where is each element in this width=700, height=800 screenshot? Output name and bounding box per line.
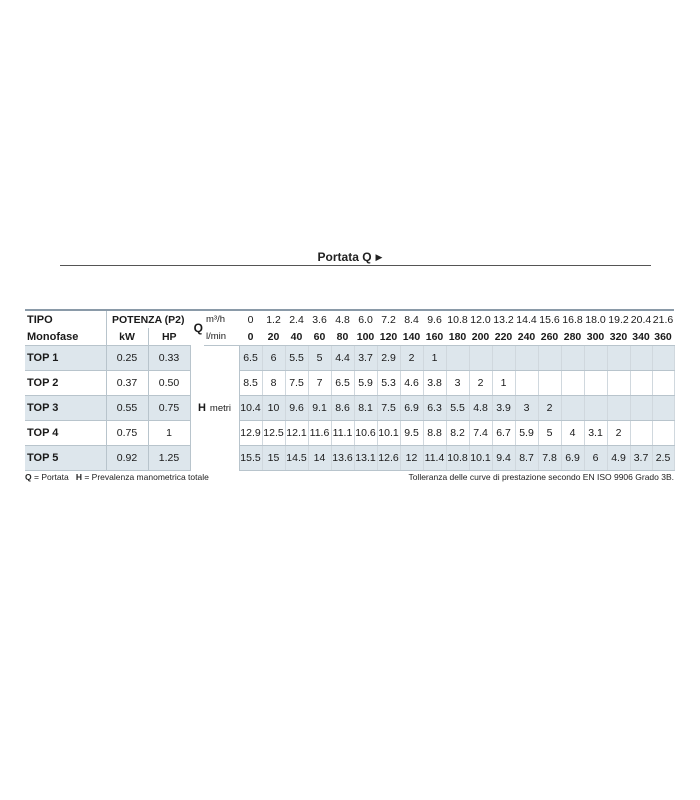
- q-m3h-value: 7.2: [377, 310, 400, 328]
- header-unit-lmin: l/min: [204, 328, 239, 346]
- row-hp: 0.33: [148, 346, 190, 371]
- head-value-cell: 7.5: [377, 396, 400, 421]
- table-row: [25, 446, 674, 471]
- table-row: [25, 421, 674, 446]
- footnote-tolerance: Tolleranza delle curve di prestazione secondo EN ISO 9906 Grado 3B.: [408, 472, 674, 482]
- head-value-cell: [607, 371, 630, 396]
- q-m3h-value: 18.0: [584, 310, 607, 328]
- q-m3h-value: 8.4: [400, 310, 423, 328]
- head-value-cell: 5.5: [446, 396, 469, 421]
- q-lmin-value: 320: [607, 328, 630, 346]
- h-metri-label: [190, 346, 239, 471]
- head-value-cell: 10.1: [377, 421, 400, 446]
- head-value-cell: 3.7: [630, 446, 652, 471]
- head-value-cell: 5.9: [515, 421, 538, 446]
- q-lmin-value: 200: [469, 328, 492, 346]
- q-m3h-value: 4.8: [331, 310, 354, 328]
- q-m3h-value: 12.0: [469, 310, 492, 328]
- head-value-cell: 5.5: [285, 346, 308, 371]
- portata-heading: [0, 250, 700, 264]
- q-lmin-value: 0: [239, 328, 262, 346]
- header-tipo: TIPO: [25, 310, 106, 328]
- header-row-m3h: [25, 310, 674, 328]
- header-q-letter: Q: [190, 310, 204, 346]
- head-value-cell: 10.8: [446, 446, 469, 471]
- head-value-cell: 11.4: [423, 446, 446, 471]
- q-lmin-value: 220: [492, 328, 515, 346]
- q-m3h-value: 3.6: [308, 310, 331, 328]
- head-value-cell: [607, 396, 630, 421]
- row-kw: 0.37: [106, 371, 148, 396]
- head-value-cell: 4: [561, 421, 584, 446]
- head-value-cell: 14.5: [285, 446, 308, 471]
- head-value-cell: 8.1: [354, 396, 377, 421]
- head-value-cell: [584, 396, 607, 421]
- head-value-cell: 10.1: [469, 446, 492, 471]
- head-value-cell: 12.6: [377, 446, 400, 471]
- head-value-cell: [515, 371, 538, 396]
- q-m3h-value: 0: [239, 310, 262, 328]
- head-value-cell: 3: [446, 371, 469, 396]
- q-m3h-value: 1.2: [262, 310, 285, 328]
- head-value-cell: [584, 346, 607, 371]
- q-lmin-value: 240: [515, 328, 538, 346]
- head-value-cell: [630, 346, 652, 371]
- q-m3h-value: 20.4: [630, 310, 652, 328]
- table-row: [25, 346, 674, 371]
- row-hp: 0.75: [148, 396, 190, 421]
- q-lmin-value: 120: [377, 328, 400, 346]
- head-value-cell: [630, 421, 652, 446]
- head-value-cell: 1: [423, 346, 446, 371]
- head-value-cell: 4.9: [607, 446, 630, 471]
- head-value-cell: [584, 371, 607, 396]
- head-value-cell: [607, 346, 630, 371]
- head-value-cell: [492, 346, 515, 371]
- header-kw: kW: [106, 328, 148, 346]
- table-row: [25, 396, 674, 421]
- head-value-cell: 15: [262, 446, 285, 471]
- portata-label: Portata Q: [317, 250, 372, 264]
- head-value-cell: 5.3: [377, 371, 400, 396]
- head-value-cell: 2: [607, 421, 630, 446]
- head-value-cell: 9.5: [400, 421, 423, 446]
- head-value-cell: 12.5: [262, 421, 285, 446]
- head-value-cell: 3.8: [423, 371, 446, 396]
- footnote-q-letter: Q: [25, 472, 32, 482]
- head-value-cell: [446, 346, 469, 371]
- q-lmin-value: 260: [538, 328, 561, 346]
- head-value-cell: 2: [469, 371, 492, 396]
- q-lmin-value: 140: [400, 328, 423, 346]
- head-value-cell: [561, 371, 584, 396]
- head-value-cell: 2.5: [652, 446, 674, 471]
- header-monofase: Monofase: [25, 328, 106, 346]
- row-tipo: TOP 1: [25, 346, 106, 371]
- head-value-cell: [561, 396, 584, 421]
- head-value-cell: 13.1: [354, 446, 377, 471]
- head-value-cell: [652, 371, 674, 396]
- head-value-cell: 12.9: [239, 421, 262, 446]
- head-value-cell: 6.5: [239, 346, 262, 371]
- row-tipo: TOP 3: [25, 396, 106, 421]
- q-m3h-value: 21.6: [652, 310, 674, 328]
- row-hp: 1: [148, 421, 190, 446]
- header-potenza: POTENZA (P2): [106, 310, 190, 328]
- performance-table-wrap: [25, 309, 674, 471]
- head-value-cell: 8.2: [446, 421, 469, 446]
- head-value-cell: 4.4: [331, 346, 354, 371]
- arrow-right-icon: ▶: [375, 252, 383, 262]
- header-unit-m3h: m³/h: [204, 310, 239, 328]
- head-value-cell: 4.8: [469, 396, 492, 421]
- q-lmin-value: 60: [308, 328, 331, 346]
- head-value-cell: 8.8: [423, 421, 446, 446]
- q-lmin-value: 40: [285, 328, 308, 346]
- head-value-cell: [630, 371, 652, 396]
- q-lmin-value: 360: [652, 328, 674, 346]
- q-m3h-value: 19.2: [607, 310, 630, 328]
- q-m3h-value: 9.6: [423, 310, 446, 328]
- table-row: [25, 371, 674, 396]
- head-value-cell: 2: [538, 396, 561, 421]
- row-kw: 0.92: [106, 446, 148, 471]
- row-kw: 0.75: [106, 421, 148, 446]
- q-lmin-value: 340: [630, 328, 652, 346]
- row-kw: 0.55: [106, 396, 148, 421]
- head-value-cell: 7: [308, 371, 331, 396]
- head-value-cell: 1: [492, 371, 515, 396]
- header-hp: HP: [148, 328, 190, 346]
- row-kw: 0.25: [106, 346, 148, 371]
- head-value-cell: 5: [308, 346, 331, 371]
- q-lmin-value: 180: [446, 328, 469, 346]
- q-m3h-value: 10.8: [446, 310, 469, 328]
- head-value-cell: [469, 346, 492, 371]
- q-lmin-value: 280: [561, 328, 584, 346]
- head-value-cell: 11.6: [308, 421, 331, 446]
- footnote-legend: [25, 472, 209, 482]
- row-tipo: TOP 2: [25, 371, 106, 396]
- head-value-cell: 6: [584, 446, 607, 471]
- head-value-cell: 2: [400, 346, 423, 371]
- q-m3h-value: 13.2: [492, 310, 515, 328]
- head-value-cell: 6: [262, 346, 285, 371]
- head-value-cell: 12: [400, 446, 423, 471]
- head-value-cell: [515, 346, 538, 371]
- head-value-cell: 3.7: [354, 346, 377, 371]
- q-lmin-value: 100: [354, 328, 377, 346]
- head-value-cell: 10.4: [239, 396, 262, 421]
- head-value-cell: 14: [308, 446, 331, 471]
- head-value-cell: 7.5: [285, 371, 308, 396]
- head-value-cell: 10: [262, 396, 285, 421]
- footnote-h-text: = Prevalenza manometrica totale: [84, 472, 209, 482]
- head-value-cell: [652, 396, 674, 421]
- q-m3h-value: 14.4: [515, 310, 538, 328]
- head-value-cell: [630, 396, 652, 421]
- q-lmin-value: 160: [423, 328, 446, 346]
- h-letter: H: [197, 402, 206, 415]
- head-value-cell: 6.7: [492, 421, 515, 446]
- header-row-lmin: [25, 328, 674, 346]
- portata-divider: [60, 265, 651, 266]
- head-value-cell: 3.1: [584, 421, 607, 446]
- head-value-cell: [538, 371, 561, 396]
- head-value-cell: 7.4: [469, 421, 492, 446]
- head-value-cell: 6.5: [331, 371, 354, 396]
- head-value-cell: [561, 346, 584, 371]
- q-lmin-value: 300: [584, 328, 607, 346]
- head-value-cell: 6.9: [561, 446, 584, 471]
- head-value-cell: 9.6: [285, 396, 308, 421]
- q-m3h-value: 2.4: [285, 310, 308, 328]
- row-tipo: TOP 4: [25, 421, 106, 446]
- footnote-h-letter: H: [75, 472, 82, 482]
- head-value-cell: 8: [262, 371, 285, 396]
- head-value-cell: 5: [538, 421, 561, 446]
- head-value-cell: 13.6: [331, 446, 354, 471]
- head-value-cell: 3: [515, 396, 538, 421]
- q-m3h-value: 6.0: [354, 310, 377, 328]
- q-lmin-value: 20: [262, 328, 285, 346]
- row-hp: 1.25: [148, 446, 190, 471]
- head-value-cell: 10.6: [354, 421, 377, 446]
- q-m3h-value: 16.8: [561, 310, 584, 328]
- q-lmin-value: 80: [331, 328, 354, 346]
- head-value-cell: 8.6: [331, 396, 354, 421]
- head-value-cell: 11.1: [331, 421, 354, 446]
- head-value-cell: 5.9: [354, 371, 377, 396]
- performance-table: [25, 309, 675, 471]
- head-value-cell: 9.1: [308, 396, 331, 421]
- head-value-cell: 8.5: [239, 371, 262, 396]
- head-value-cell: [538, 346, 561, 371]
- head-value-cell: [652, 421, 674, 446]
- h-unit: metri: [209, 403, 232, 415]
- head-value-cell: 6.3: [423, 396, 446, 421]
- head-value-cell: 4.6: [400, 371, 423, 396]
- head-value-cell: 3.9: [492, 396, 515, 421]
- head-value-cell: 6.9: [400, 396, 423, 421]
- head-value-cell: 2.9: [377, 346, 400, 371]
- q-m3h-value: 15.6: [538, 310, 561, 328]
- head-value-cell: 8.7: [515, 446, 538, 471]
- head-value-cell: [652, 346, 674, 371]
- head-value-cell: 15.5: [239, 446, 262, 471]
- head-value-cell: 9.4: [492, 446, 515, 471]
- row-hp: 0.50: [148, 371, 190, 396]
- head-value-cell: 12.1: [285, 421, 308, 446]
- head-value-cell: 7.8: [538, 446, 561, 471]
- row-tipo: TOP 5: [25, 446, 106, 471]
- footnote-q-text: = Portata: [34, 472, 69, 482]
